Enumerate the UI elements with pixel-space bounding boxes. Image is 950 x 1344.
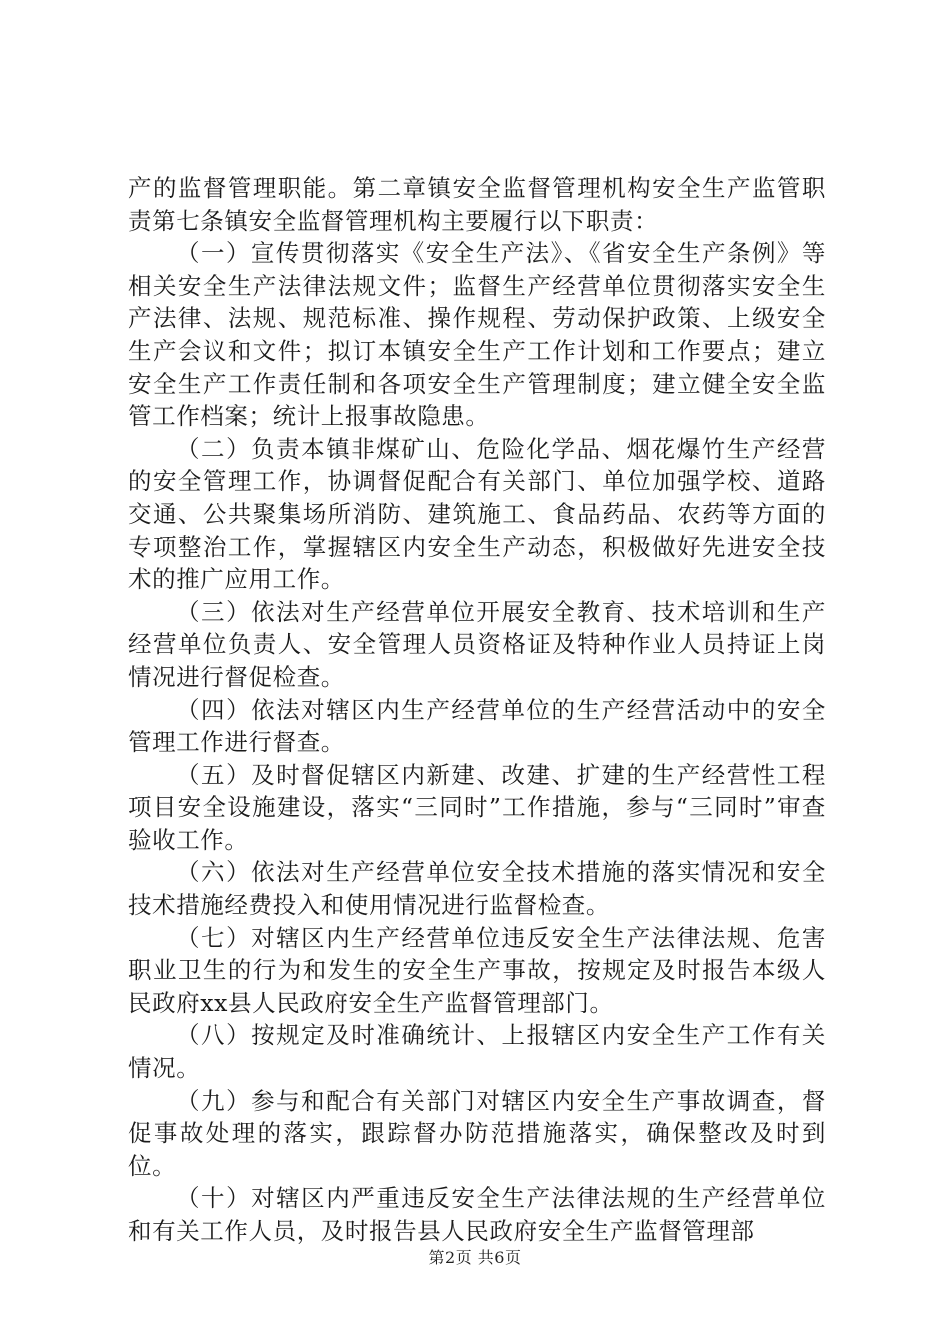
paragraph-item-7: （七）对辖区内生产经营单位违反安全生产法律法规、危害职业卫生的行为和发生的安全生产事故，按规定及时报告本级人民政府xx县人民政府安全生产监督管理部门。 — [128, 923, 826, 1017]
paragraph-item-1: （一）宣传贯彻落实《安全生产法》、《省安全生产条例》等相关安全生产法律法规文件；监督生产经营单位贯彻落实安全生产法律、法规、规范标准、操作规程、劳动保护政策、上级安全生产会议和文件；拟订本镇安全生产工作计划和工作要点；建立安全生产工作责任制和各项安全生产管理制度；建立健全安全监管工作档案；统计上报事故隐患。 — [128, 239, 826, 431]
document-body — [128, 172, 826, 1248]
paragraph-item-3: （三）依法对生产经营单位开展安全教育、技术培训和生产经营单位负责人、安全管理人员资格证及特种作业人员持证上岗情况进行督促检查。 — [128, 597, 826, 691]
paragraph-item-4: （四）依法对辖区内生产经营单位的生产经营活动中的安全管理工作进行督查。 — [128, 695, 826, 757]
paragraph-item-5: （五）及时督促辖区内新建、改建、扩建的生产经营性工程项目安全设施建设，落实“三同时”工作措施，参与“三同时”审查验收工作。 — [128, 760, 826, 854]
paragraph-item-6: （六）依法对生产经营单位安全技术措施的落实情况和安全技术措施经费投入和使用情况进行监督检查。 — [128, 858, 826, 920]
paragraph-item-10: （十）对辖区内严重违反安全生产法律法规的生产经营单位和有关工作人员，及时报告县人民政府安全生产监督管理部 — [128, 1184, 826, 1245]
paragraph-item-8: （八）按规定及时准确统计、上报辖区内安全生产工作有关情况。 — [128, 1021, 826, 1083]
paragraph-item-9: （九）参与和配合有关部门对辖区内安全生产事故调查，督促事故处理的落实，跟踪督办防范措施落实，确保整改及时到位。 — [128, 1086, 826, 1180]
paragraph-item-2: （二）负责本镇非煤矿山、危险化学品、烟花爆竹生产经营的安全管理工作，协调督促配合有关部门、单位加强学校、道路交通、公共聚集场所消防、建筑施工、食品药品、农药等方面的专项整治工作，掌握辖区内安全生产动态，积极做好先进安全技术的推广应用工作。 — [128, 434, 826, 594]
paragraph-continuation: 产的监督管理职能。第二章镇安全监督管理机构安全生产监管职责第七条镇安全监督管理机构主要履行以下职责： — [128, 174, 826, 235]
page-number-footer: 第2页 共6页 — [428, 1248, 522, 1267]
